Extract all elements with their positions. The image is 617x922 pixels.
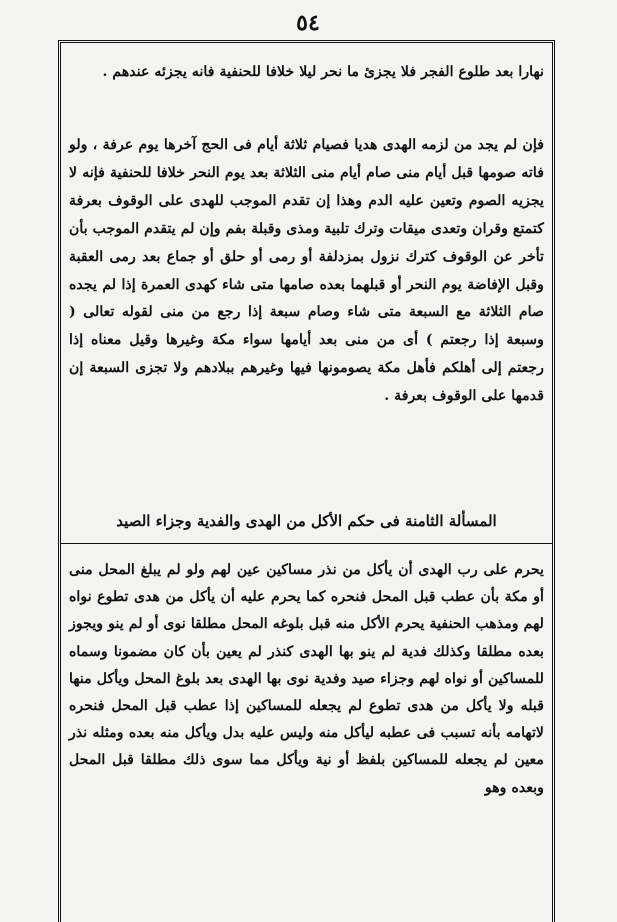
page-number: ٥٤ <box>296 10 320 36</box>
paragraph-1: نهارا بعد طلوع الفجر فلا يجزئ ما نحر ليلا خلافا للحنفية فانه يجزئه عندهم . <box>102 64 544 80</box>
paragraph-2: فإن لم يجد من لزمه الهدى هديا فصيام ثلاثة أيام فى الحج آخرها يوم عرفة ، ولو فاته صومها قبل أيام منى صام أيام منى الثلاثة بعد يوم النحر خلافا للحنفية فإنه لا يجزيه الصوم وتعين عليه الدم وهذا إن تقدم الموجب للهدى على الوقوف بعرفة كتمتع وقران وتعدى ميقات وترك تلبية ومذى وقبلة بفم وإن لم يتقدم الموجب بأن تأخر عن الوقوف كترك نزول بمزدلفة أو رمى أو حلق أو جماع بعد رمى العقبة وقبل الإفاضة يوم النحر أو قبلهما بعده صامها متى شاء كهدى العمرة إذا لم يجده صام الثلاثة مع السبعة متى شاء وصام سبعة إذا رجع من منى لقوله تعالى ( وسبعة إذا رجعتم ) أى من منى بعد أيامها سواء مكة وغيرها وقيل معناه إذا رجعتم إلى أهلكم فأهل مكة يصومونها فيها وغيرهم ببلادهم ولا تجزى السبعة إن قدمها على الوقوف بعرفة . <box>69 137 544 405</box>
section-heading: المسألة الثامنة فى حكم الأكل من الهدى والفدية وجزاء الصيد <box>116 512 497 530</box>
section-divider <box>61 543 552 544</box>
paragraph-3: يحرم على رب الهدى أن يأكل من نذر مساكين عين لهم ولو لم يبلغ المحل منى أو مكة بأن عطب قبل المحل فنحره كما يحرم عليه أن يأكل من هدى تطوع نواه لهم ومذهب الحنفية يحرم الأكل منه قبل بلوغه المحل مطلقا نوى أو لم ينو ويجوز بعده مطلقا وكذلك فدية لم ينو بها الهدى كنذر لم يعين بأن كان مضمونا وسماه للمساكين أو نواه لهم وجزاء صيد وفدية نوى بها الهدى بعد بلوغ المحل ويأكل منها قبله ولا يأكل من هدى تطوع لم يجعله للمساكين إذا عطب قبل المحل فنحره لاتهامه بأنه تسبب فى عطبه ليأكل منه وليس عليه بدل ويأكل منه بعده ومثله نذر معين لم يجعله للمساكين بلفظ أو نية ويأكل مما سوى ذلك مطلقا قبل المحل وبعده وهو <box>69 562 544 796</box>
page-frame <box>58 40 555 922</box>
